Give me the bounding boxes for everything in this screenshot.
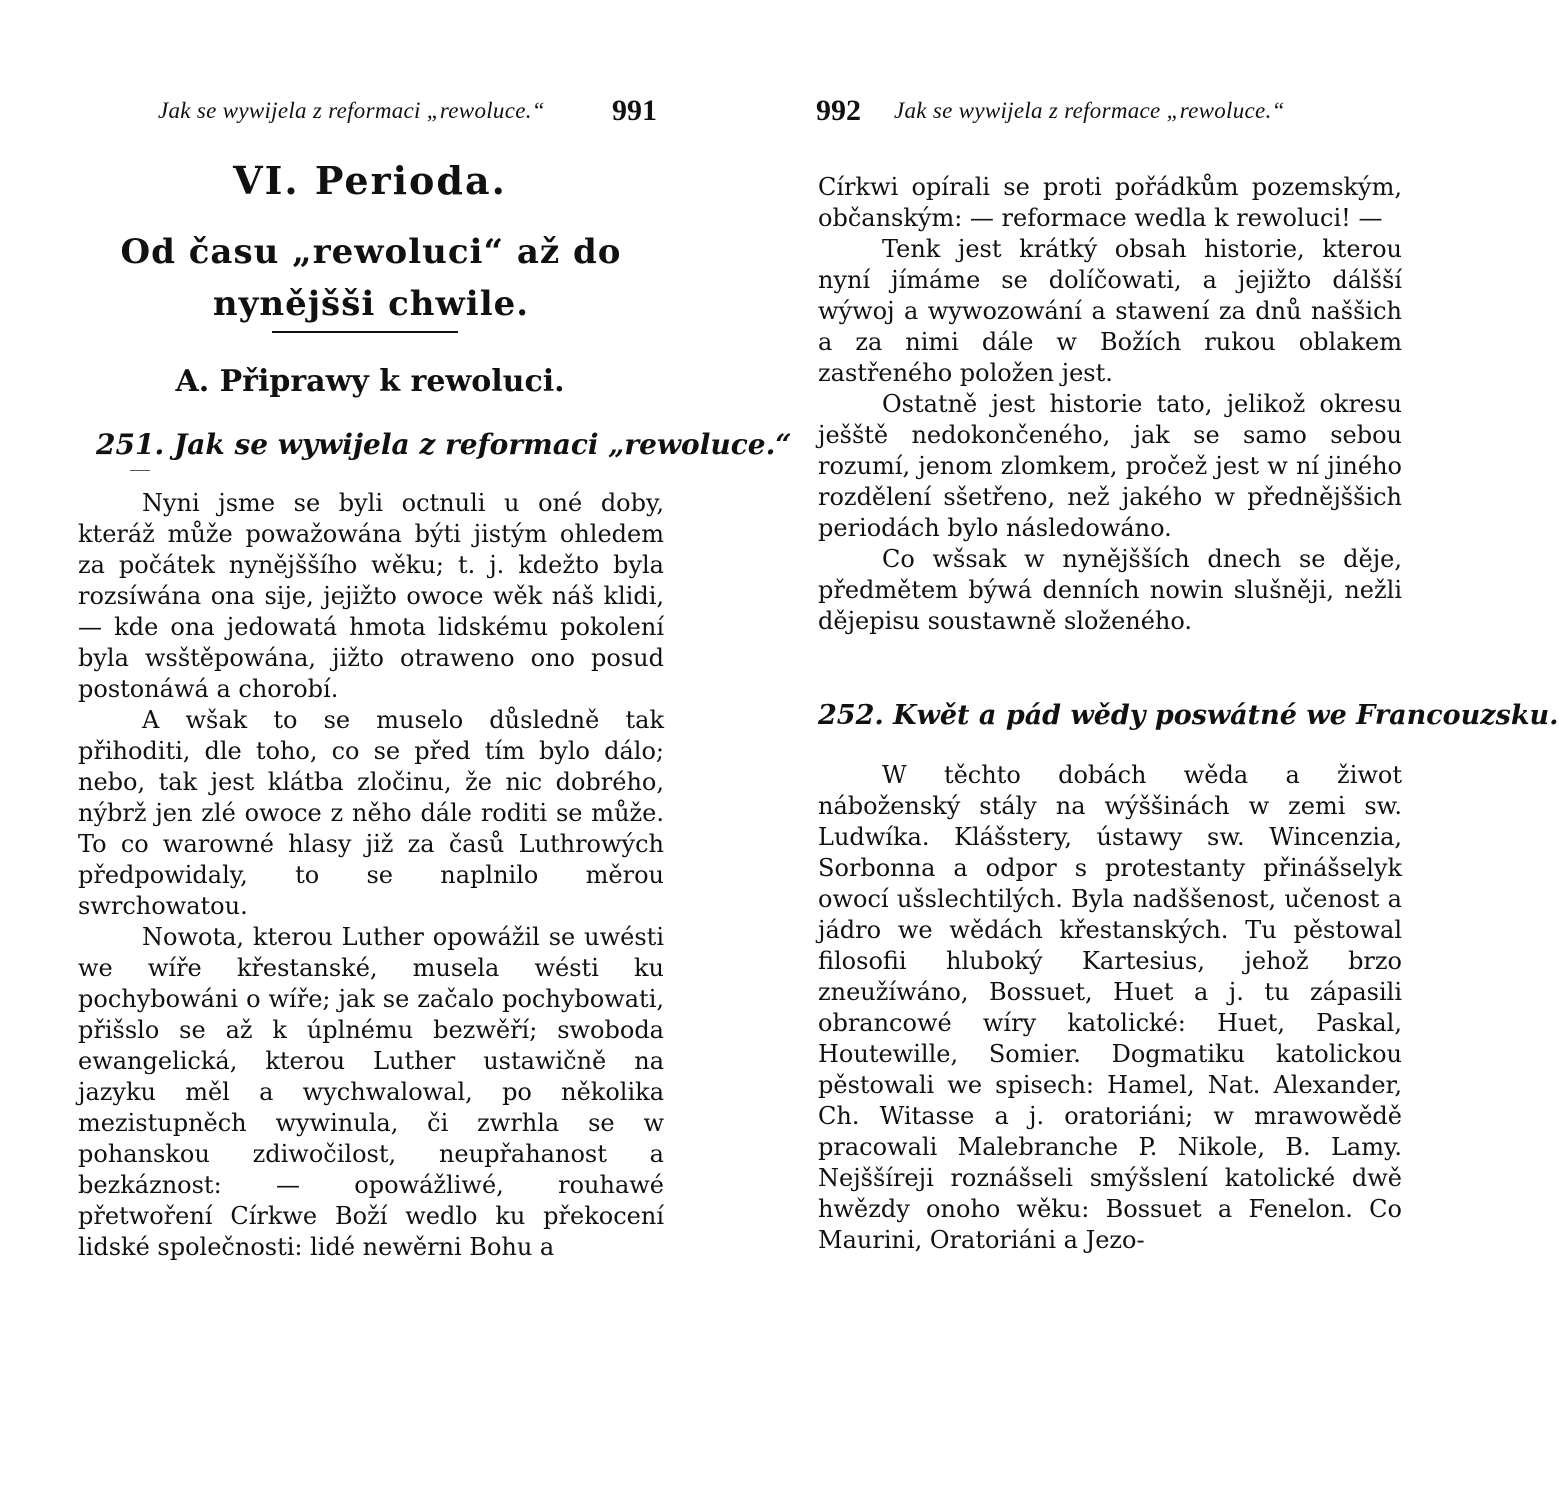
paragraph: Církwi opírali se proti pořádkům pozemským, občanským: — reformace wedla k rewoluci! — xyxy=(818,173,1402,232)
right-body-text-bottom xyxy=(818,760,1402,1256)
right-running-head: Jak se wywijela z reformace „rewoluce.“ xyxy=(894,98,1285,123)
period-subtitle: Od času „rewoluci“ až do nynějšši chwile. xyxy=(120,232,622,324)
dash-mark xyxy=(130,470,150,471)
left-page-number: 991 xyxy=(612,94,657,127)
paragraph: Tenk jest krátký obsah historie, kterou nyní jímáme se dolíčowati, a jejižto dálšší wýwoj a wywozowání a stawení za dnů naššich a za nimi dále w Božích rukou oblakem zastřeného položen jest. xyxy=(818,235,1402,387)
paragraph: W těchto dobách wěda a žiwot náboženský stály na wýššinách w zemi sw. Ludwíka. Klášstery, ústawy sw. Wincenzia, Sorbonna a odpor s protestanty přinášselyk owocí ušslechtilých. Byla nadššenost, učenost a jádro we wědách křestanských. Tu pěstowal filosofii hluboký Kartesius, jehož brzo zneužíwáno, Bossuet, Huet a j. tu zápasili obrancowé wíry katolické: Huet, Paskal, Houtewille, Somier. Dogmatiku katolickou pěstowali we spisech: Hamel, Nat. Alexander, Ch. Witasse a j. oratoriáni; w mrawowědě pracowali Malebranche P. Nikole, B. Lamy. Nejššíreji roznášseli smýšslení katolické dwě hwězdy onoho wěku: Bossuet a Fenelon. Co Maurini, Oratoriáni a Jezo- xyxy=(818,761,1402,1254)
title-divider xyxy=(272,331,458,333)
paragraph: Ostatně jest historie tato, jelikož okresu ješště nedokončeného, jak se samo sebou rozumí, jenom zlomkem, pročež jest w ní jiného rozdělení sšetřeno, než jakého w přednějššich periodách bylo následowáno. xyxy=(818,390,1402,542)
right-page xyxy=(740,0,1559,1500)
paragraph: A wšak to se muselo důsledně tak přihoditi, dle toho, co se před tím bylo dálo; nebo, tak jest klátba zločinu, že nic dobrého, nýbrž jen zlé owoce z něho dále roditi se může. To co warowné hlasy již za časů Luthrowých předpowidaly, to se naplnilo měrou swrchowatou. xyxy=(78,706,664,920)
chapter-title-252: 252. Kwět a pád wědy poswátné we Francouzsku. xyxy=(818,700,1559,731)
left-body-text xyxy=(78,488,664,1263)
paragraph: Co wšsak w nynějšších dnech se děje, předmětem býwá denních nowin slušněji, nežli dějepisu soustawně složeného. xyxy=(818,545,1402,635)
period-title: VI. Perioda. xyxy=(233,158,507,203)
paragraph: Nyni jsme se byli octnuli u oné doby, kteráž může powažowána býti jistým ohledem za počátek nynějššího wěku; t. j. kdežto byla rozsíwána ona sije, jejižto owoce wěk náš klidi, — kde ona jedowatá hmota lidskému pokolení byla wsštěpowána, jižto otraweno ono posud postonáwá a chorobí. xyxy=(78,489,664,703)
paragraph: Nowota, kterou Luther opowážil se uwésti we wíře křestanské, musela wésti ku pochybowáni o wíře; jak se začalo pochybowati, přišslo se až k úplnému bezwěří; swoboda ewangelická, kterou Luther ustawičně na jazyku měl a wychwalowal, po několika mezistupněch wywinula, či zwrhla se w pohanskou zdiwočilost, neupřahanost a bezkáznost: — opowážliwé, rouhawé přetwoření Církwe Boží wedlo ku překocení lidské společnosti: lidé newěrni Bohu a xyxy=(78,923,664,1261)
right-body-text-top xyxy=(818,172,1402,637)
section-title: A. Připrawy k rewoluci. xyxy=(175,364,565,399)
left-running-head: Jak se wywijela z reformaci „rewoluce.“ xyxy=(158,98,545,123)
right-page-number: 992 xyxy=(816,94,861,127)
chapter-title-251: 251. Jak se wywijela z reformaci „rewoluce.“ xyxy=(96,428,792,461)
